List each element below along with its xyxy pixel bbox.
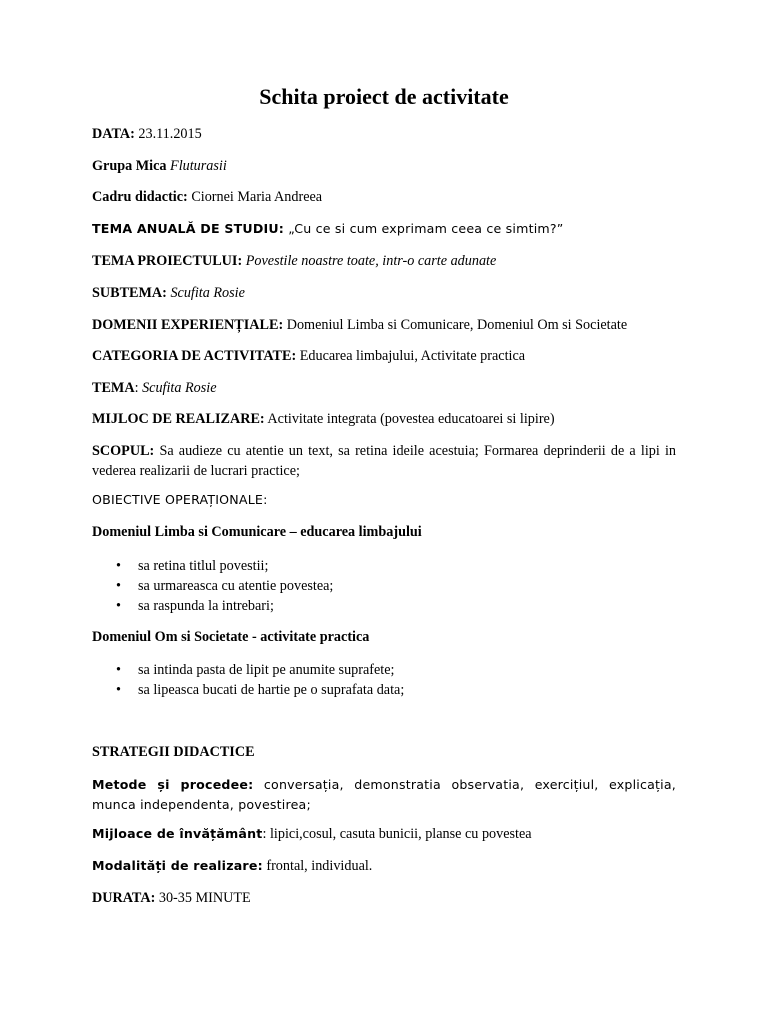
project-theme-label: TEMA PROIECTULUI:	[92, 253, 243, 269]
group-value: Fluturasii	[170, 158, 227, 174]
annual-theme-line	[92, 221, 564, 238]
resources-label: Mijloace de învățământ	[92, 826, 263, 841]
document-page: Schita proiect de activitate DATA: 23.11.2015 Grupa Mica Fluturasii Cadru didactic: Ciornei Maria Andreea TEMA ANUALĂ DE STUDIU: „Cu ce si cum exprimam ceea ce simtim?” TEMA PROIECTULUI: Povestile noastre toate, intr-o carte adunate SUBTEMA: Scufita Rosie DOMENII EXPERIENȚIALE: Domeniul Limba si Comunicare, Domeniul Om si Societate CATEGORIA DE ACTIVITATE: Educarea limbajului, Activitate practica TEMA: Scufita Rosie MIJLOC DE REALIZARE: Activitate integrata (povestea educatoarei si lipire) SCOPUL: Sa audieze cu atentie un text, sa retina ideile acestuia; Formarea deprinderii de a lipi in vederea realizarii de lucrari practice; OBIECTIVE OPERAȚIONALE: Domeniul Limba si Comunicare – educarea limbajului • sa retina titlul povestii; • sa urmareasca cu atentie povestea; • sa raspunda la intrebari; Domeniul Om si Societate - activitate practica • sa intinda pasta de lipit pe anumite suprafete; • sa lipeasca bucati de hartie pe o suprafata data; STRATEGII DIDACTICE Metode și procedee: conversația, demonstratia observatia, exercițiul, explicația, munca independenta, povestirea; Mijloace de învățământ: lipici,cosul, casuta bunicii, planse cu povestea Modalități de realizare: frontal, individual. DURATA: 30-35 MINUTE	[0, 0, 768, 1024]
bullet-icon: •	[116, 662, 121, 678]
bullet-icon: •	[116, 598, 121, 614]
annual-theme-value: „Cu ce si cum exprimam ceea ce simtim?”	[284, 221, 564, 236]
duration-value: 30-35 MINUTE	[155, 890, 251, 906]
teacher-line	[92, 189, 322, 206]
domain2-title: Domeniul Om si Societate - activitate practica	[92, 629, 370, 645]
domains-line	[92, 317, 627, 334]
project-theme-line	[92, 253, 496, 270]
methods-value: conversația, demonstratia observatia, exercițiul, explicația, munca independenta, povestirea;	[92, 777, 676, 812]
theme-label: TEMA	[92, 380, 135, 396]
theme-line	[92, 380, 217, 397]
category-value: Educarea limbajului, Activitate practica	[296, 348, 526, 364]
theme-separator: :	[134, 380, 143, 396]
subtheme-line	[92, 285, 245, 302]
date-label: DATA:	[92, 126, 135, 142]
objectives-label: OBIECTIVE OPERAȚIONALE:	[92, 492, 268, 507]
scope-label: SCOPUL:	[92, 443, 155, 459]
category-line	[92, 348, 525, 365]
group-label: Grupa Mica	[92, 158, 171, 174]
document-title: Schita proiect de activitate	[259, 84, 509, 109]
bullet-icon: •	[116, 578, 121, 594]
category-label: CATEGORIA DE ACTIVITATE:	[92, 348, 297, 364]
annual-theme-label: TEMA ANUALĂ DE STUDIU:	[92, 221, 285, 236]
scope-paragraph	[92, 441, 676, 481]
scope-value: Sa audieze cu atentie un text, sa retina ideile acestuia; Formarea deprinderii de a lipi in vederea realizarii de lucrari practice;	[92, 443, 676, 479]
bullet-icon: •	[116, 682, 121, 698]
domains-label: DOMENII EXPERIENȚIALE:	[92, 317, 284, 333]
project-theme-value: Povestile noastre toate, intr-o carte adunate	[242, 253, 497, 269]
objectives-heading	[92, 492, 268, 509]
theme-value: Scufita Rosie	[142, 380, 217, 396]
domains-value: Domeniul Limba si Comunicare, Domeniul Om si Societate	[283, 317, 628, 333]
domain1-heading	[92, 524, 422, 541]
subtheme-label: SUBTEMA:	[92, 285, 167, 301]
duration-line	[92, 890, 251, 907]
means-label: MIJLOC DE REALIZARE:	[92, 411, 265, 427]
modalities-value: frontal, individual.	[262, 858, 373, 874]
bullet-icon: •	[116, 558, 121, 574]
subtheme-value: Scufita Rosie	[166, 285, 245, 301]
methods-paragraph	[92, 775, 676, 815]
domain1-title: Domeniul Limba si Comunicare – educarea limbajului	[92, 524, 422, 540]
resources-value: : lipici,cosul, casuta bunicii, planse cu povestea	[262, 826, 532, 842]
duration-label: DURATA:	[92, 890, 156, 906]
teacher-label: Cadru didactic:	[92, 189, 188, 205]
means-line	[92, 411, 555, 428]
teacher-value: Ciornei Maria Andreea	[187, 189, 323, 205]
strategies-heading	[92, 744, 255, 761]
date-value: 23.11.2015	[134, 126, 202, 142]
date-line	[92, 126, 202, 143]
group-line	[92, 158, 227, 175]
resources-line	[92, 826, 532, 843]
means-value: Activitate integrata (povestea educatoarei si lipire)	[264, 411, 555, 427]
methods-label: Metode și procedee:	[92, 777, 254, 792]
domain2-heading	[92, 629, 369, 646]
modalities-label: Modalități de realizare:	[92, 858, 263, 873]
modalities-line	[92, 858, 372, 875]
strategies-label: STRATEGII DIDACTICE	[92, 744, 255, 760]
